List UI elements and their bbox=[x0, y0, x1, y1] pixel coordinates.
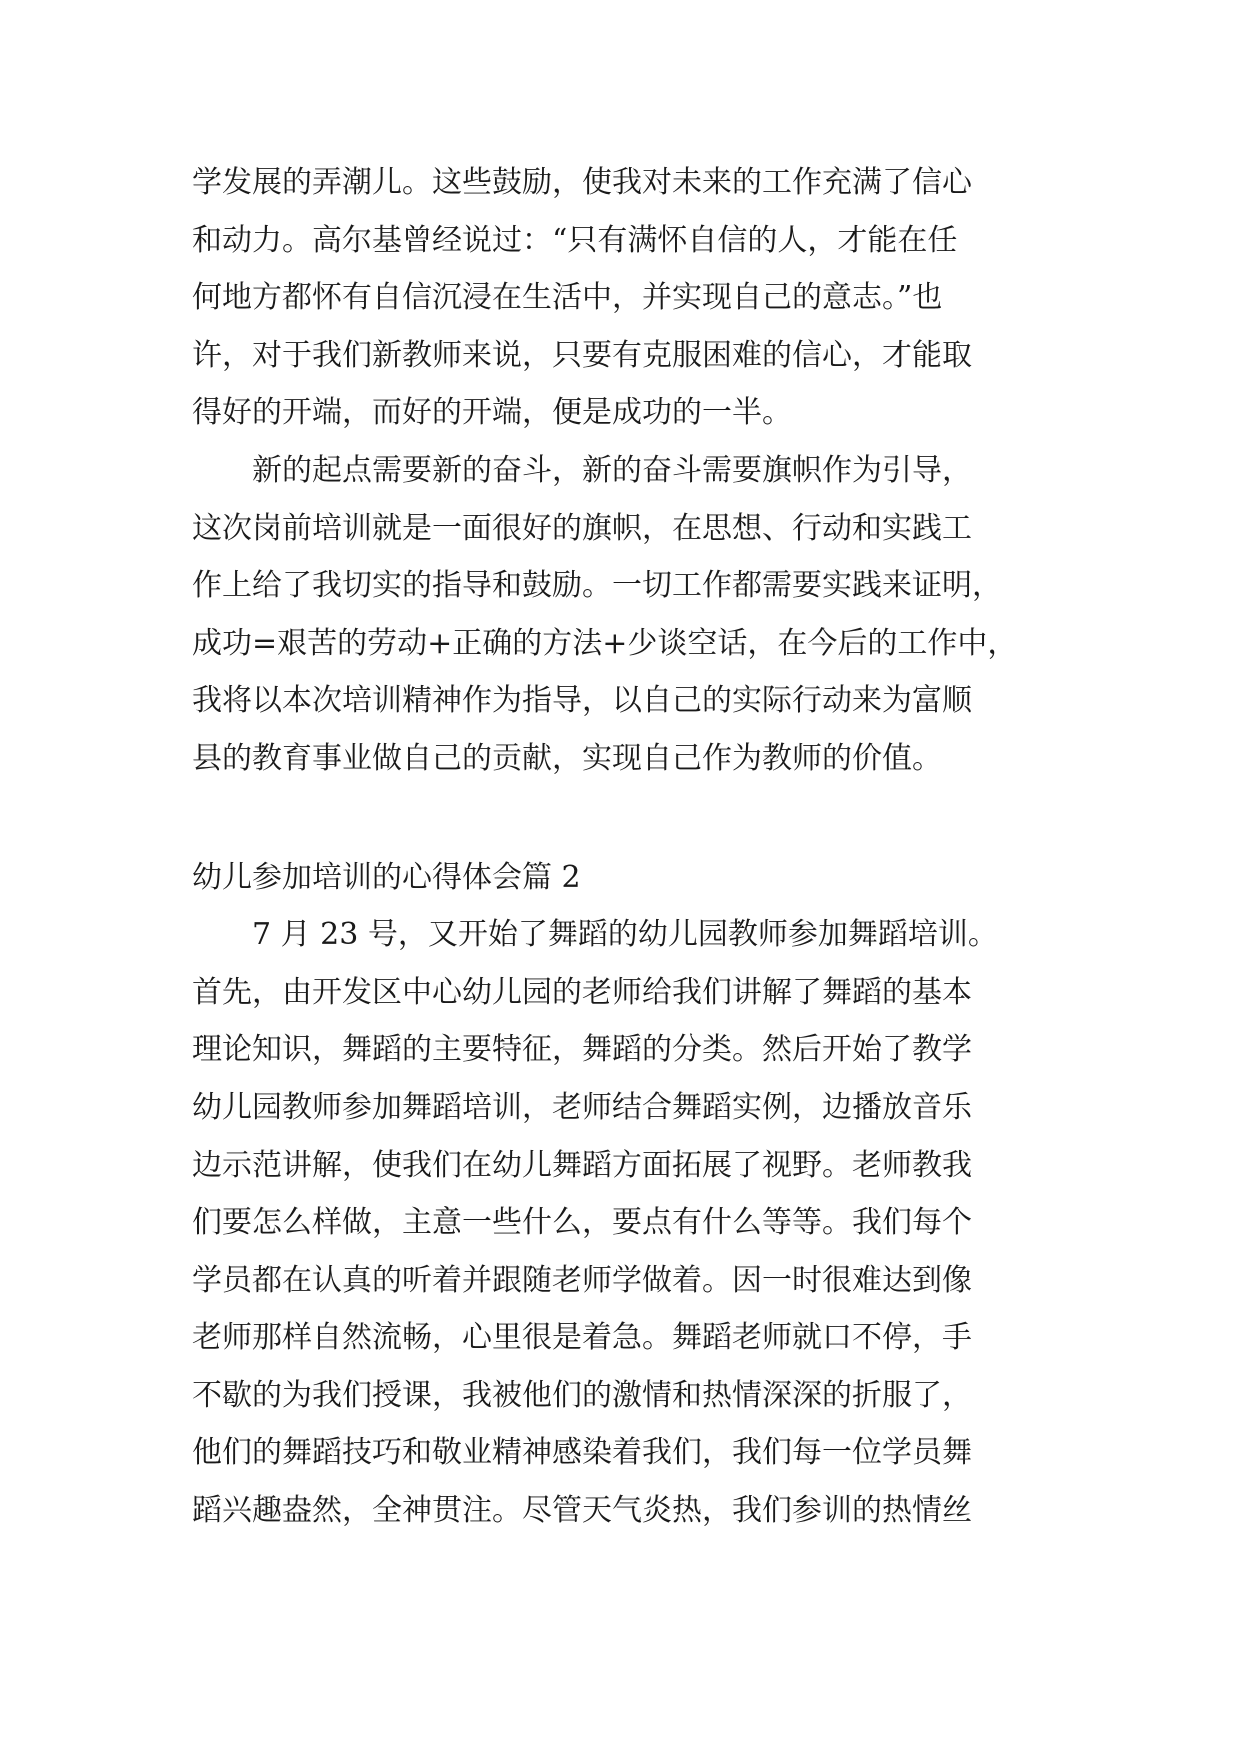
paragraph-confidence bbox=[192, 154, 1062, 442]
text-line-indented: 7 月 23 号，又开始了舞蹈的幼儿园教师参加舞蹈培训。 bbox=[252, 917, 998, 953]
text-line: 和动力。高尔基曾经说过：“只有满怀自信的人，才能在任 bbox=[192, 222, 958, 258]
text-line: 得好的开端，而好的开端，便是成功的一半。 bbox=[192, 395, 792, 431]
document-body bbox=[192, 154, 1062, 1540]
text-line: 我将以本次培训精神作为指导，以自己的实际行动来为富顺 bbox=[192, 683, 972, 719]
paragraph-dance-training bbox=[192, 906, 1062, 1540]
text-line: 学员都在认真的听着并跟随老师学做着。因一时很难达到像 bbox=[192, 1262, 972, 1298]
paragraph-new-start bbox=[192, 442, 1062, 788]
text-line: 成功=艰苦的劳动+正确的方法+少谈空话，在今后的工作中， bbox=[192, 625, 1018, 661]
text-line: 蹈兴趣盎然，全神贯注。尽管天气炎热，我们参训的热情丝 bbox=[192, 1493, 972, 1529]
text-line: 许，对于我们新教师来说，只要有克服困难的信心，才能取 bbox=[192, 337, 972, 373]
text-line: 他们的舞蹈技巧和敬业精神感染着我们，我们每一位学员舞 bbox=[192, 1435, 972, 1471]
section-spacer bbox=[192, 788, 1062, 849]
text-line: 作上给了我切实的指导和鼓励。一切工作都需要实践来证明， bbox=[192, 568, 1002, 604]
text-line: 不歇的为我们授课，我被他们的激情和热情深深的折服了， bbox=[192, 1377, 972, 1413]
text-line: 首先，由开发区中心幼儿园的老师给我们讲解了舞蹈的基本 bbox=[192, 974, 972, 1010]
text-line: 何地方都怀有自信沉浸在生活中，并实现自己的意志。”也 bbox=[192, 280, 943, 316]
section-heading: 幼儿参加培训的心得体会篇 2 bbox=[192, 859, 581, 895]
text-line: 们要怎么样做，主意一些什么，要点有什么等等。我们每个 bbox=[192, 1205, 972, 1241]
text-line: 这次岗前培训就是一面很好的旗帜，在思想、行动和实践工 bbox=[192, 510, 972, 546]
text-line: 理论知识，舞蹈的主要特征，舞蹈的分类。然后开始了教学 bbox=[192, 1032, 972, 1068]
text-line: 老师那样自然流畅，心里很是着急。舞蹈老师就口不停，手 bbox=[192, 1320, 972, 1356]
text-line: 幼儿园教师参加舞蹈培训，老师结合舞蹈实例，边播放音乐 bbox=[192, 1089, 972, 1125]
text-line: 边示范讲解，使我们在幼儿舞蹈方面拓展了视野。老师教我 bbox=[192, 1147, 972, 1183]
text-line: 县的教育事业做自己的贡献，实现自己作为教师的价值。 bbox=[192, 740, 942, 776]
text-line: 学发展的弄潮儿。这些鼓励，使我对未来的工作充满了信心 bbox=[192, 165, 972, 200]
text-line-indented: 新的起点需要新的奋斗，新的奋斗需要旗帜作为引导， bbox=[252, 452, 972, 488]
